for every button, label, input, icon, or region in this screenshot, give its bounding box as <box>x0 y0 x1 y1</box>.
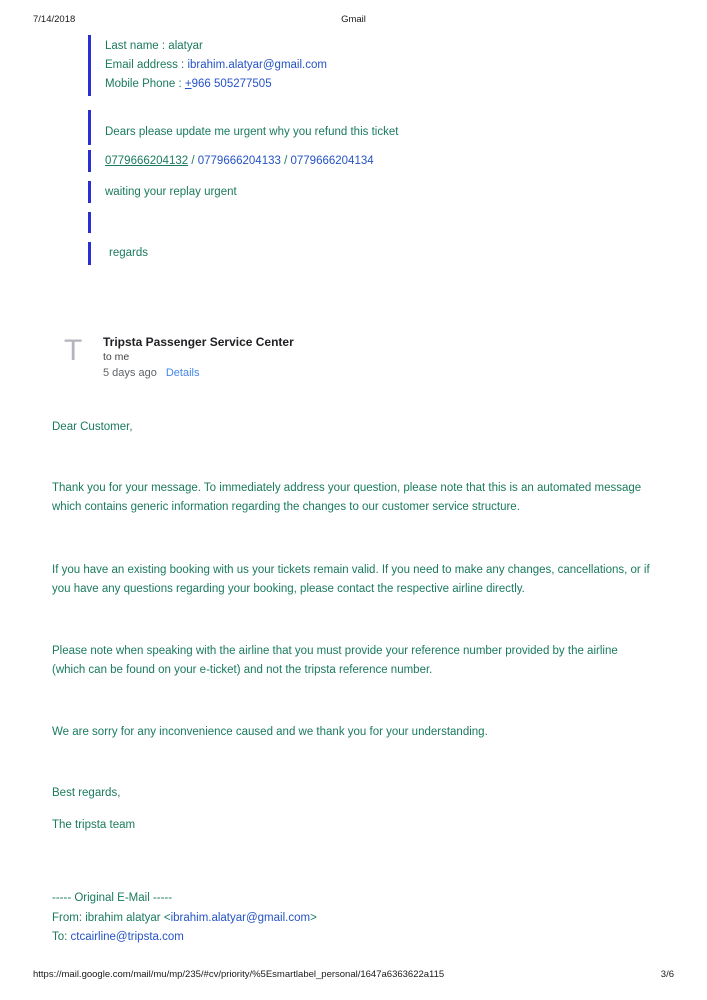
regards-text: regards <box>109 247 148 259</box>
original-to-line <box>52 928 653 948</box>
quoted-empty-line <box>88 212 667 233</box>
quoted-ticket-numbers <box>88 150 667 172</box>
message-text: Dears please update me urgent why you refund this ticket <box>105 126 399 138</box>
print-footer <box>0 969 707 982</box>
body-paragraph-4: We are sorry for any inconvenience caused and we thank you for your understanding. <box>52 725 488 738</box>
last-name-label: Last name : <box>105 40 169 52</box>
details-link[interactable]: Details <box>165 367 200 379</box>
sender-recipient: to me <box>103 351 130 363</box>
quoted-waiting-line <box>88 181 667 203</box>
original-email-header: ----- Original E-Mail ----- <box>52 892 173 904</box>
footer-url: https://mail.google.com/mail/mu/mp/235/#cv/priority/%5Esmartlabel_personal/1647a6363622a115 <box>33 969 445 980</box>
print-header <box>0 14 707 28</box>
original-email-block <box>52 889 653 948</box>
waiting-text: waiting your replay urgent <box>105 186 237 198</box>
quoted-message-line <box>88 110 667 145</box>
sender-header <box>58 333 707 381</box>
body-signoff: Best regards, <box>52 787 121 799</box>
sender-name: Tripsta Passenger Service Center <box>103 335 294 349</box>
phone-rest: 966 505277505 <box>191 78 272 90</box>
quoted-contact-info <box>88 35 667 96</box>
to-label: To: <box>52 931 71 943</box>
ticket-number-3-link[interactable]: 0779666204134 <box>290 155 374 167</box>
last-name-value: alatyar <box>168 40 203 52</box>
sender-time-row <box>103 366 294 381</box>
from-label: From: ibrahim alatyar < <box>52 911 171 924</box>
body-paragraph-3: Please note when speaking with the airline that you must provide your reference number provided by the airline (which can be found on your e-ticket) and not the tripsta reference number. <box>52 644 618 676</box>
phone-number-link[interactable] <box>185 78 272 90</box>
quoted-last-name-line <box>105 37 667 56</box>
body-greeting: Dear Customer, <box>52 421 133 433</box>
body-team-signature: The tripsta team <box>52 818 136 831</box>
body-paragraph-2: If you have an existing booking with us your tickets remain valid. If you need to make any changes, cancellations, or if you have any questions regarding your booking, please contact the respective airline directly. <box>52 563 650 595</box>
sender-avatar: T <box>64 334 83 367</box>
phone-plus: + <box>184 78 192 90</box>
sender-timestamp: 5 days ago <box>103 367 157 379</box>
email-address-link[interactable]: ibrahim.alatyar@gmail.com <box>187 59 327 71</box>
print-date: 7/14/2018 <box>33 14 76 25</box>
print-title: Gmail <box>341 14 366 25</box>
ticket-separator-2: / <box>280 155 291 167</box>
quoted-email-line <box>105 56 667 75</box>
sender-meta <box>103 333 294 381</box>
quoted-regards-line <box>88 242 667 265</box>
ticket-separator-1: / <box>188 155 198 167</box>
quoted-phone-line <box>105 75 667 94</box>
body-paragraph-1: Thank you for your message. To immediately address your question, please note that this is an automated message which contains generic information regarding the changes to our customer service structure. <box>52 481 642 513</box>
footer-page-number: 3/6 <box>660 969 674 980</box>
from-email-link[interactable]: ibrahim.alatyar@gmail.com <box>170 911 311 924</box>
phone-label: Mobile Phone : <box>105 78 185 90</box>
email-label: Email address : <box>105 59 188 71</box>
to-email-link[interactable]: ctcairline@tripsta.com <box>70 931 184 943</box>
ticket-numbers-line <box>105 152 667 171</box>
original-from-line <box>52 909 653 929</box>
ticket-number-2-link[interactable]: 0779666204133 <box>197 155 281 167</box>
from-suffix: > <box>310 911 317 924</box>
ticket-number-1-link[interactable]: 0779666204132 <box>105 155 189 167</box>
